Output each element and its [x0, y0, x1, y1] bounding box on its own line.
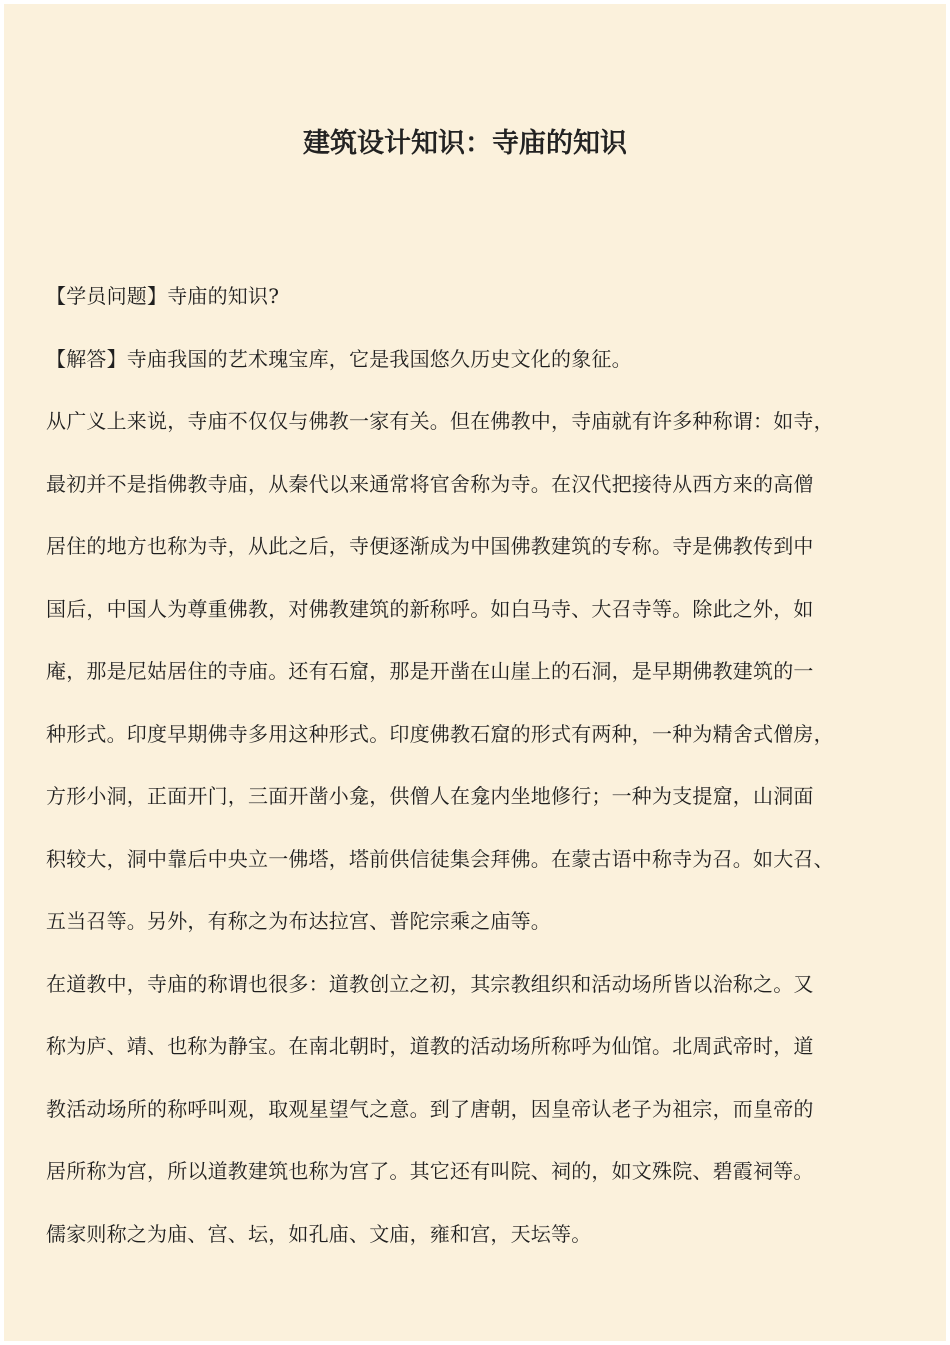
text-line: 积较大，洞中靠后中央立一佛塔，塔前供信徒集会拜佛。在蒙古语中称寺为召。如大召、 [46, 846, 834, 871]
paragraph-buddhism [46, 390, 854, 953]
text-line: 居所称为宫，所以道教建筑也称为宫了。其它还有叫院、祠的，如文殊院、碧霞祠等。 [46, 1159, 814, 1183]
text-line: 庵，那是尼姑居住的寺庙。还有石窟，那是开凿在山崖上的石洞，是早期佛教建筑的一 [46, 659, 814, 683]
text-line: 居住的地方也称为寺，从此之后，寺便逐渐成为中国佛教建筑的专称。寺是佛教传到中 [46, 534, 814, 558]
text-line: 种形式。印度早期佛寺多用这种形式。印度佛教石窟的形式有两种，一种为精舍式僧房， [46, 721, 834, 746]
text-line: 在道教中，寺庙的称谓也很多：道教创立之初，其宗教组织和活动场所皆以治称之。又 [46, 971, 814, 996]
document-page [4, 4, 946, 1341]
text-line: 称为庐、靖、也称为静宝。在南北朝时，道教的活动场所称呼为仙馆。北周武帝时，道 [46, 1034, 814, 1058]
paragraph-taoism [46, 953, 854, 1266]
text-line: 国后，中国人为尊重佛教，对佛教建筑的新称呼。如白马寺、大召寺等。除此之外，如 [46, 596, 814, 621]
text-line: 教活动场所的称呼叫观，取观星望气之意。到了唐朝，因皇帝认老子为祖宗，而皇帝的 [46, 1096, 814, 1121]
text-line: 从广义上来说，寺庙不仅仅与佛教一家有关。但在佛教中，寺庙就有许多种称谓：如寺， [46, 409, 834, 433]
document-body [46, 265, 854, 1265]
text-line: 最初并不是指佛教寺庙，从秦代以来通常将官舍称为寺。在汉代把接待从西方来的高僧 [46, 471, 814, 496]
document-title: 建筑设计知识：寺庙的知识 [303, 128, 627, 159]
text-line: 儒家则称之为庙、宫、坛，如孔庙、文庙，雍和宫，天坛等。 [46, 1221, 592, 1246]
text-line: 五当召等。另外，有称之为布达拉宫、普陀宗乘之庙等。 [46, 909, 551, 933]
answer-paragraph: 【解答】寺庙我国的艺术瑰宝库，它是我国悠久历史文化的象征。 [46, 346, 632, 371]
text-line: 方形小洞，正面开门，三面开凿小龛，供僧人在龛内坐地修行；一种为支提窟，山洞面 [46, 784, 814, 808]
question-paragraph: 【学员问题】寺庙的知识? [46, 284, 280, 308]
